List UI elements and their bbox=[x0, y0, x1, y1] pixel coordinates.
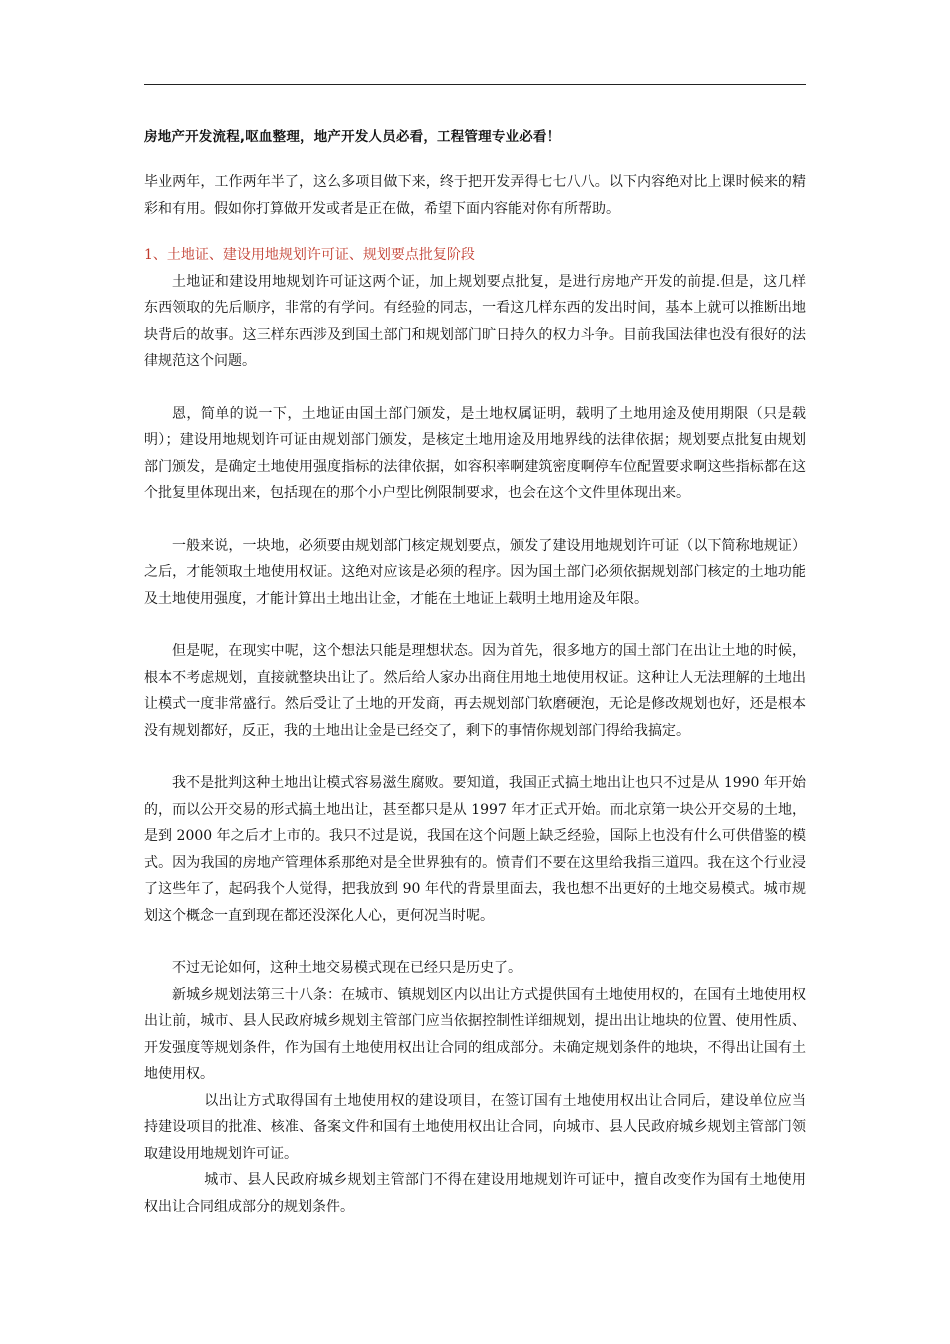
header-rule bbox=[144, 84, 806, 85]
body-paragraph-5: 我不是批判这种土地出让模式容易滋生腐败。要知道，我国正式搞土地出让也只不过是从 1990 年开始的，而以公开交易的形式搞土地出让，甚至都只是从 1997 年才正式开始。而北京第一块公开交易的土地，是到 2000 年之后才上市的。我只不过是说，我国在这个问题上缺乏经验，国际上也没有什么可供借鉴的模式。因为我国的房地产管理体系那绝对是全世界独有的。愤青们不要在这里给我指三道四。我在这个行业浸了这些年了，起码我个人觉得，把我放到 90 年代的背景里面去，我也想不出更好的土地交易模式。城市规划这个概念一直到现在都还没深化人心，更何况当时呢。 bbox=[144, 775, 806, 924]
body-paragraph-3: 一般来说，一块地，必须要由规划部门核定规划要点，颁发了建设用地规划许可证（以下简称地规证）之后，才能领取土地使用权证。这绝对应该是必须的程序。因为国土部门必须依据规划部门核定的土地功能及土地使用强度，才能计算出土地出让金，才能在土地证上载明土地用途及年限。 bbox=[144, 537, 806, 607]
body-paragraph-1: 土地证和建设用地规划许可证这两个证，加上规划要点批复，是进行房地产开发的前提.但是，这几样东西领取的先后顺序，非常的有学问。有经验的同志，一看这几样东西的发出时间，基本上就可以推断出地块背后的故事。这三样东西涉及到国土部门和规划部门旷日持久的权力斗争。目前我国法律也没有很好的法律规范这个问题。 bbox=[144, 273, 806, 369]
body-paragraph-2: 恩，简单的说一下，土地证由国土部门颁发，是土地权属证明，载明了土地用途及使用期限（只是载明）；建设用地规划许可证由规划部门颁发，是核定土地用途及用地界线的法律依据；规划要点批复由规划部门颁发，是确定土地使用强度指标的法律依据，如容积率啊建筑密度啊停车位配置要求啊这些指标都在这个批复里体现出来，包括现在的那个小户型比例限制要求，也会在这个文件里体现出来。 bbox=[144, 405, 806, 501]
document-title: 房地产开发流程,呕血整理，地产开发人员必看，工程管理专业必看！ bbox=[144, 129, 561, 145]
document-page bbox=[144, 84, 806, 1220]
law-article-clause-3: 城市、县人民政府城乡规划主管部门不得在建设用地规划许可证中，擅自改变作为国有土地使用权出让合同组成部分的规划条件。 bbox=[144, 1172, 806, 1215]
body-paragraph-4: 但是呢，在现实中呢，这个想法只能是理想状态。因为首先，很多地方的国土部门在出让土地的时候，根本不考虑规划，直接就整块出让了。然后给人家办出商住用地土地使用权证。这种让人无法理解的土地出让模式一度非常盛行。然后受让了土地的开发商，再去规划部门软磨硬泡，无论是修改规划也好，还是根本没有规划都好，反正，我的土地出让金是已经交了，剩下的事情你规划部门得给我搞定。 bbox=[144, 643, 806, 739]
section-heading: 1、土地证、建设用地规划许可证、规划要点批复阶段 bbox=[144, 247, 475, 263]
law-article-clause-2: 以出让方式取得国有土地使用权的建设项目，在签订国有土地使用权出让合同后，建设单位应当持建设项目的批准、核准、备案文件和国有土地使用权出让合同，向城市、县人民政府城乡规划主管部门领取建设用地规划许可证。 bbox=[144, 1092, 806, 1162]
law-article-paragraph: 新城乡规划法第三十八条：在城市、镇规划区内以出让方式提供国有土地使用权的，在国有土地使用权出让前，城市、县人民政府城乡规划主管部门应当依据控制性详细规划，提出出让地块的位置、使用性质、开发强度等规划条件，作为国有土地使用权出让合同的组成部分。未确定规划条件的地块，不得出让国有土地使用权。 bbox=[144, 986, 806, 1082]
body-paragraph-6: 不过无论如何，这种土地交易模式现在已经只是历史了。 bbox=[172, 960, 522, 976]
intro-paragraph: 毕业两年，工作两年半了，这么多项目做下来，终于把开发弄得七七八八。以下内容绝对比上课时候来的精彩和有用。假如你打算做开发或者是正在做，希望下面内容能对你有所帮助。 bbox=[144, 174, 806, 217]
